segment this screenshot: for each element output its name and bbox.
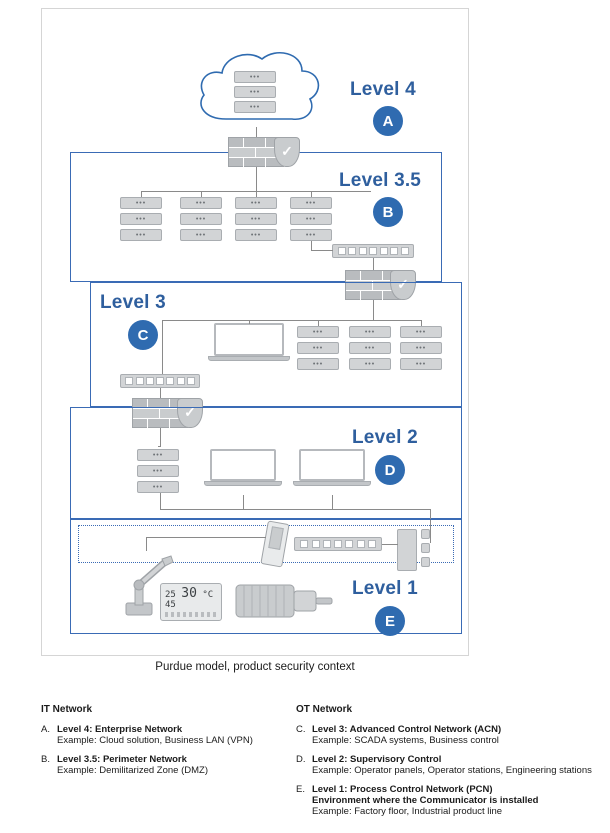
server-icon xyxy=(290,197,332,209)
level-3.5-title: Level 3.5 xyxy=(339,170,422,191)
connector-line xyxy=(146,537,147,551)
legend-key: E. xyxy=(296,784,305,795)
connector-line xyxy=(311,241,312,251)
server-icon xyxy=(137,465,179,477)
server-icon xyxy=(297,342,339,354)
cloud-icon xyxy=(190,45,326,129)
connector-line xyxy=(160,509,430,510)
legend-item xyxy=(41,724,281,746)
hmi-value-top: 25 xyxy=(165,590,176,600)
connector-line xyxy=(373,300,374,320)
server-icon xyxy=(400,342,442,354)
legend-example: Example: Demilitarized Zone (DMZ) xyxy=(57,765,208,776)
server-icon xyxy=(137,449,179,461)
hmi-unit: °C xyxy=(202,590,214,600)
plc-module-icon xyxy=(421,543,430,553)
legend-key: A. xyxy=(41,724,50,735)
server-icon xyxy=(180,229,222,241)
connector-line xyxy=(162,320,163,374)
server-icon xyxy=(349,326,391,338)
connector-line xyxy=(160,428,161,446)
fieldbus-switch-icon xyxy=(294,537,382,551)
legend-ot-heading: OT Network xyxy=(296,704,353,715)
hmi-panel-icon xyxy=(160,583,222,621)
legend-key: B. xyxy=(41,754,50,765)
legend-key: C. xyxy=(296,724,306,735)
level-3-title: Level 3 xyxy=(100,292,166,313)
server-icon xyxy=(235,213,277,225)
connector-line xyxy=(256,167,257,191)
legend-example: Example: Cloud solution, Business LAN (VPN) xyxy=(57,735,253,746)
level-3-badge: C xyxy=(128,320,158,350)
server-icon xyxy=(235,197,277,209)
legend-item xyxy=(296,724,596,746)
connector-line xyxy=(160,493,161,510)
connector-line xyxy=(318,320,319,326)
connector-line xyxy=(162,320,422,321)
server-icon xyxy=(120,197,162,209)
connector-line xyxy=(243,495,244,509)
legend-example: Example: Operator panels, Operator stations, Engineering stations xyxy=(312,765,592,776)
level-2-title: Level 2 xyxy=(352,427,418,448)
server-icon xyxy=(290,213,332,225)
legend-item xyxy=(296,784,596,817)
motor-icon xyxy=(232,579,338,623)
hmi-progress-bar xyxy=(165,612,217,617)
server-icon xyxy=(234,101,276,113)
connector-line xyxy=(201,191,202,197)
plc-module-icon xyxy=(421,557,430,567)
figure-caption: Purdue model, product security context xyxy=(155,661,355,673)
server-icon xyxy=(120,229,162,241)
legend-title: Level 4: Enterprise Network xyxy=(57,724,183,735)
connector-line xyxy=(256,191,257,197)
server-icon xyxy=(400,326,442,338)
connector-line xyxy=(332,495,333,509)
connector-line xyxy=(249,320,250,324)
legend-example: Example: Factory floor, Industrial product line xyxy=(312,806,503,817)
legend-title: Level 3: Advanced Control Network (ACN) xyxy=(312,724,502,735)
operator-station-laptop-icon xyxy=(210,449,276,493)
legend-item xyxy=(296,754,596,776)
legend-key: D. xyxy=(296,754,306,765)
connector-line xyxy=(311,191,312,197)
legend-title: Level 3.5: Perimeter Network xyxy=(57,754,187,765)
legend-it-column xyxy=(41,704,281,784)
connector-line xyxy=(146,537,266,538)
connector-line xyxy=(311,250,333,251)
server-icon xyxy=(137,481,179,493)
connector-line xyxy=(141,191,142,197)
hmi-value-big: 30 xyxy=(181,586,197,601)
network-switch-icon xyxy=(120,374,200,388)
legend-item xyxy=(41,754,281,776)
plc-cabinet-icon xyxy=(397,529,417,571)
engineering-station-laptop-icon xyxy=(299,449,365,493)
legend-it-heading: IT Network xyxy=(41,704,93,715)
server-icon xyxy=(290,229,332,241)
plc-module-icon xyxy=(421,529,430,539)
server-icon xyxy=(297,358,339,370)
level-4-title: Level 4 xyxy=(350,79,416,100)
level-2-badge: D xyxy=(375,455,405,485)
legend-ot-column xyxy=(296,704,596,825)
server-icon xyxy=(180,197,222,209)
level-1-title: Level 1 xyxy=(352,578,418,599)
server-icon xyxy=(349,358,391,370)
network-switch-icon xyxy=(332,244,414,258)
legend-note: Environment where the Communicator is installed xyxy=(312,795,539,806)
server-icon xyxy=(400,358,442,370)
workstation-laptop-icon xyxy=(214,323,284,369)
connector-line xyxy=(158,446,161,447)
legend-title: Level 1: Process Control Network (PCN) xyxy=(312,784,493,795)
hmi-value-bottom: 45 xyxy=(165,599,176,610)
server-icon xyxy=(120,213,162,225)
legend-title: Level 2: Supervisory Control xyxy=(312,754,442,765)
server-icon xyxy=(180,213,222,225)
server-icon xyxy=(297,326,339,338)
level-3.5-badge: B xyxy=(373,197,403,227)
connector-line xyxy=(382,544,398,545)
level-4-badge: A xyxy=(373,106,403,136)
connector-line xyxy=(421,320,422,326)
server-icon xyxy=(234,86,276,98)
server-icon xyxy=(234,71,276,83)
level-1-badge: E xyxy=(375,606,405,636)
server-icon xyxy=(235,229,277,241)
server-icon xyxy=(349,342,391,354)
figure-frame xyxy=(41,8,469,656)
legend-example: Example: SCADA systems, Business control xyxy=(312,735,499,746)
